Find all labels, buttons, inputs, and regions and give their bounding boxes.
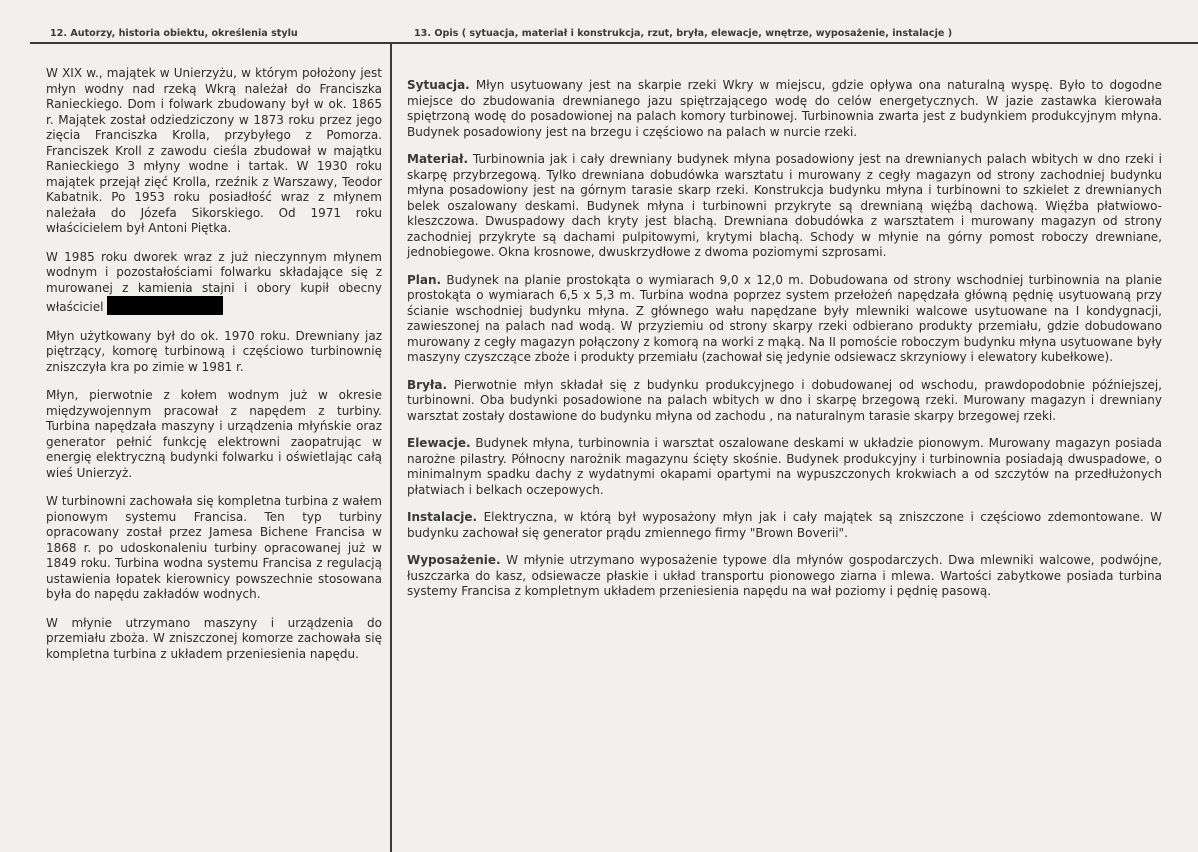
- section-label: Elewacje.: [407, 436, 471, 450]
- section-text: Turbinownia jak i cały drewniany budynek młyna posadowiony jest na drewnianych palach wbitych w dno rzeki i skarpę przybrzegową. Tylko drewniana dobudówka warsztatu i murowany z cegły magazyn od strony zachodniej budynku młyna posadowiony jest na górnym tarasie skarp rzeki. Konstrukcja budynku młyna i turbinowni to szkielet z drewnianych belek oszalowany deskami. Budynek młyna i turbinowni przykryte są drewnianą więźbą dachową. Więźba płatwiowo-kleszczowa. Dwuspadowy dach kryty jest blachą. Drewniana dobudówka z warsztatem i murowany magazyn od strony zachodniej przykryte są dachami pulpitowymi, krytymi blachą. Schody w młynie na górny pomost roboczy drewniane, jednobiegowe. Okna krosnowe, dwuskrzydłowe z dwoma poziomymi szprosami.: [407, 152, 1162, 259]
- history-column: [46, 66, 382, 675]
- section-13-header: 13. Opis ( sytuacja, materiał i konstrukcja, rzut, bryła, elewacje, wnętrze, wyposażenie, instalacje ): [414, 28, 953, 39]
- section-text: Budynek na planie prostokąta o wymiarach 9,0 x 12,0 m. Dobudowana od strony wschodniej turbinownia na planie prostokąta o wymiarach 6,5 x 5,3 m. Turbina wodna poprzez system przełożeń napędzała główną pędnię usytuowaną przy ścianie wschodniej budynku młyna. Z głównego wału napędzane były mlewniki walcowe usytuowane na I kondygnacji, zawieszonej na palach nad wodą. W przyziemiu od strony skarpy rzeki odbierano produkty przemiału, gdzie dobudowano murowany z cegły magazyn połączony z komorą na worki z mąką. Na II pomoście roboczym budynku młyna usytuowane były maszyny czyszczące zboże i produkty przemiału (zachował się jedynie odsiewacz skrzyniowy i elewatory kubełkowe).: [407, 272, 1162, 364]
- top-rule: [30, 42, 1198, 44]
- history-paragraph: W turbinowni zachowała się kompletna turbina z wałem pionowym systemu Francisa. Ten typ turbiny opracowany został przez Jamesa Bichene Francisa w 1868 r. po udoskonaleniu turbiny opracowanej już w 1849 roku. Turbina wodna systemu Francisa z regulacją ustawienia łopatek kierownicy powszechnie stosowana była do napędu zakładów wodnych.: [46, 494, 382, 601]
- section-text: Młyn usytuowany jest na skarpie rzeki Wkry w miejscu, gdzie opływa ona naturalną wyspę. Było to dogodne miejsce do zbudowania drewnianego jazu spiętrzającego wodę do celów energetycznych. W jazie zastawka kierowała spiętrzoną wodę do posadowionej na palach komory turbinowej. Turbinownia zwarta jest z budynkiem produkcyjnym młyna. Budynek posadowiony jest na brzegu i częściowo na palach w nurcie rzeki.: [407, 78, 1162, 139]
- section-12-header: 12. Autorzy, historia obiektu, określenia stylu: [50, 28, 298, 39]
- section-situation: [407, 78, 1162, 140]
- section-label: Materiał.: [407, 152, 469, 166]
- section-label: Instalacje.: [407, 510, 478, 524]
- section-material: [407, 152, 1162, 261]
- section-massing: [407, 378, 1162, 425]
- history-paragraph: Młyn użytkowany był do ok. 1970 roku. Drewniany jaz piętrzący, komorę turbinową i częściowo turbinownię zniszczyła kra po zimie w 1981 r.: [46, 328, 382, 374]
- section-label: Bryła.: [407, 377, 447, 392]
- history-paragraph: W XIX w., majątek w Unierzyżu, w którym położony jest młyn wodny nad rzeką Wkrą należał do Franciszka Ranieckiego. Dom i folwark zbudowany był w ok. 1865 r. Majątek został odziedziczony w 1873 roku przez jego zięcia Franciszka Krolla, przybyłego z Pomorza. Franciszek Kroll z zawodu cieśla zbudował w majątku Ranieckiego 3 młyny wodne i tartak. W 1930 roku majątek przejął zięć Krolla, rzeźnik z Warszawy, Teodor Kabatnik. Po 1953 roku posiadłość wraz z młynem należała do Józefa Sikorskiego. Od 1971 roku właścicielem był Antoni Piętka.: [46, 66, 382, 235]
- section-label: Plan.: [407, 272, 442, 287]
- history-paragraph-text: W 1985 roku dworek wraz z już nieczynnym młynem wodnym i pozostałościami folwarku składające się z murowanej z kamienia stajni i obory kupił obecny właściciel: [46, 249, 382, 314]
- description-column: [407, 78, 1162, 612]
- section-label: Sytuacja.: [407, 78, 470, 92]
- section-label: Wyposażenie.: [407, 553, 501, 567]
- history-paragraph: Młyn, pierwotnie z kołem wodnym już w okresie międzywojennym pracował z napędem z turbiny. Turbina napędzała maszyny i urządzenia młyńskie oraz generator pełnić funkcję elektrowni zaopatrując w energię elektryczną budynki folwarku i oświetlając całą wieś Unierzyż.: [46, 388, 382, 480]
- section-text: W młynie utrzymano wyposażenie typowe dla młynów gospodarczych. Dwa mlewniki walcowe, podwójne, łuszczarka do kasz, odsiewacze płaskie i układ transportu pionowego ziarna i mlewa. Wartości zabytkowe posiada turbina systemy Francisa z kompletnym układem przeniesienia napędu na wał poziomy i pędnię pasową.: [407, 553, 1162, 598]
- section-plan: [407, 273, 1162, 366]
- section-text: Elektryczna, w którą był wyposażony młyn jak i cały majątek są zniszczone i częściowo zdemontowane. W budynku zachował się generator prądu zmiennego firmy "Brown Boverii".: [407, 510, 1162, 540]
- section-equipment: [407, 553, 1162, 600]
- section-installations: [407, 510, 1162, 541]
- section-elevations: [407, 436, 1162, 498]
- section-text: Pierwotnie młyn składał się z budynku produkcyjnego i dobudowanej od wschodu, prawdopodobnie późniejszej, turbinowni. Oba budynki posadowione na palach wbitych w dno i skarpę brzegową rzeki. Murowany magazyn i drewniany warsztat zostały dostawione do budynku młyna od zachodu , na naturalnym tarasie skarpy brzegowej rzeki.: [407, 377, 1162, 423]
- redaction-box: [107, 296, 223, 315]
- history-paragraph: [46, 250, 382, 316]
- column-divider: [390, 42, 392, 852]
- history-paragraph: W młynie utrzymano maszyny i urządzenia do przemiału zboża. W zniszczonej komorze zachowała się kompletna turbina z układem przeniesienia napędu.: [46, 615, 382, 661]
- section-text: Budynek młyna, turbinownia i warsztat oszalowane deskami w układzie pionowym. Murowany magazyn posiada narożne pilastry. Północny narożnik magazynu ścięty skośnie. Budynek produkcyjny i turbinownia posiadają dwuspadowe, o minimalnym spadku dachy z wydatnymi okapami opartymi na wypuszczonych krokwiach a od szczytów na przedłużonych płatwiach i belkach oczepowych.: [407, 436, 1162, 497]
